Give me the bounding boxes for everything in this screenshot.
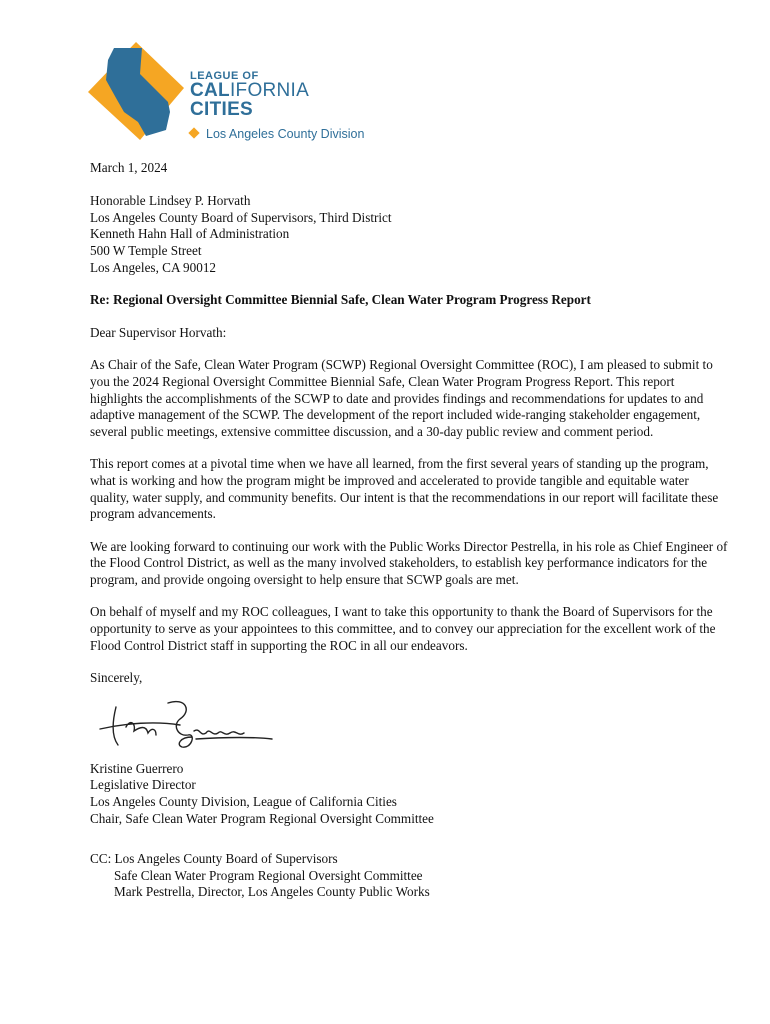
- diamond-icon: [188, 127, 199, 138]
- address-line: Los Angeles, CA 90012: [90, 259, 217, 275]
- address-line: Kenneth Hahn Hall of Administration: [90, 226, 290, 242]
- letter-body: [90, 160, 730, 901]
- league-logo: [86, 40, 365, 150]
- signer-block: [90, 761, 730, 827]
- signer-line: Legislative Director: [90, 777, 196, 793]
- body-paragraph: As Chair of the Safe, Clean Water Program (SCWP) Regional Oversight Committee (ROC), I am pleased to submit to you the 2024 Regional Oversight Committee Biennial Safe, Clean Water Program Progress Report. This report highlights the accomplishments of the SCWP to date and provides findings and recommendations for updates to and adaptive management of the SCWP. The development of the report included wide-ranging stakeholder engagement, several public meetings, extensive committee discussion, and a 30-day public review and comment period.: [90, 357, 713, 439]
- address-line: Los Angeles County Board of Supervisors, Third District: [90, 209, 392, 225]
- cc-line: Mark Pestrella, Director, Los Angeles County Public Works: [114, 884, 430, 900]
- subject-line: Re: Regional Oversight Committee Biennial Safe, Clean Water Program Progress Report: [90, 292, 591, 308]
- closing: Sincerely,: [90, 670, 143, 686]
- logo-wordmark: [190, 70, 309, 120]
- body-paragraph: On behalf of myself and my ROC colleagues, I want to take this opportunity to thank the Board of Supervisors for the opportunity to serve as your appointees to this committee, and to convey our appreciation for the excellent work of the Flood Control District staff in supporting the ROC in all our endeavors.: [90, 604, 716, 653]
- cc-line: CC: Los Angeles County Board of Supervisors: [90, 851, 338, 867]
- body-paragraph: This report comes at a pivotal time when we have all learned, from the first several years of standing up the program, what is working and how the program might be improved and accelerated to provide tangible and equitable water quality, water supply, and community benefits. Our intent is that the recommendations in our report will facilitate these program advancements.: [90, 456, 719, 522]
- logo-ifornia: IFORNIA: [229, 80, 310, 101]
- address-line: Honorable Lindsey P. Horvath: [90, 193, 251, 209]
- logo-division: [190, 127, 364, 141]
- letter-date: March 1, 2024: [90, 160, 168, 175]
- logo-line-cities: CITIES: [190, 99, 254, 120]
- logo-cal: CAL: [190, 80, 230, 101]
- handwritten-signature: [96, 693, 276, 753]
- signer-line: Chair, Safe Clean Water Program Regional Oversight Committee: [90, 810, 434, 826]
- california-map-icon: [86, 40, 196, 145]
- signer-line: Kristine Guerrero: [90, 760, 184, 776]
- address-line: 500 W Temple Street: [90, 242, 202, 258]
- recipient-address: [90, 193, 730, 276]
- logo-line-league: LEAGUE OF: [190, 70, 259, 82]
- cc-block: [90, 851, 730, 901]
- cc-line: Safe Clean Water Program Regional Oversight Committee: [114, 867, 423, 883]
- salutation: Dear Supervisor Horvath:: [90, 324, 227, 340]
- division-label: Los Angeles County Division: [206, 127, 365, 141]
- body-paragraph: We are looking forward to continuing our work with the Public Works Director Pestrella, in his role as Chief Engineer of the Flood Control District, as well as the many involved stakeholders, to establish key performance indicators for the program, and provide ongoing oversight to help ensure that SCWP goals are met.: [90, 538, 728, 587]
- signer-line: Los Angeles County Division, League of California Cities: [90, 794, 397, 810]
- logo-line-california: [190, 82, 309, 100]
